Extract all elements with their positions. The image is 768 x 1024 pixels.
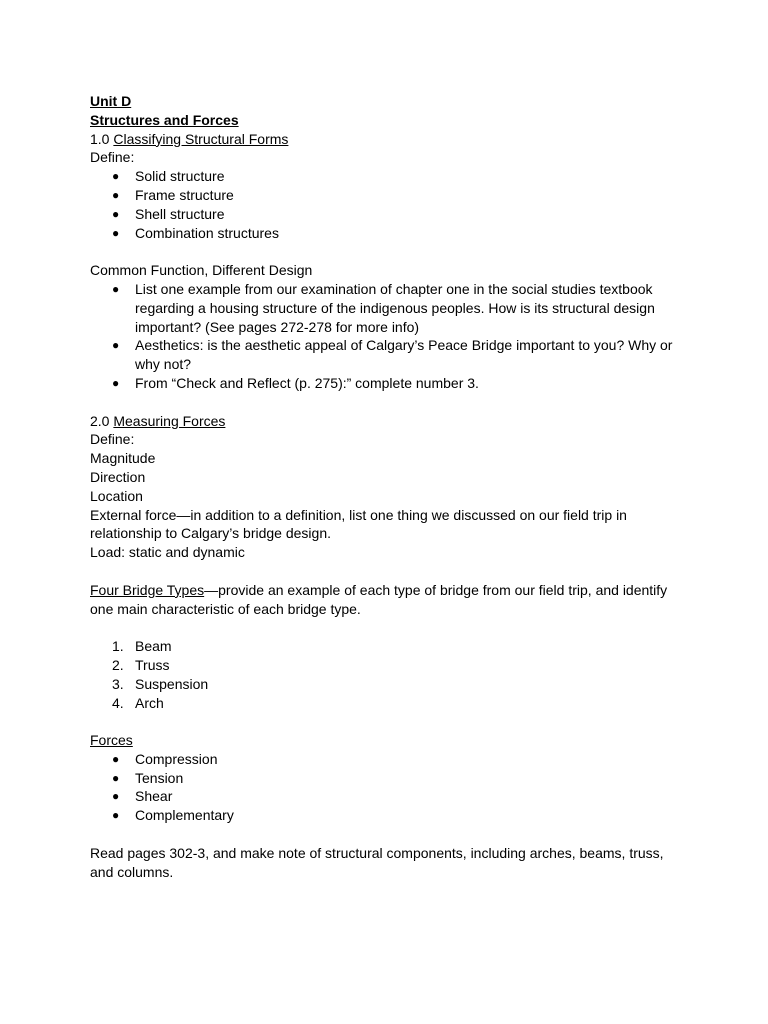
spacer bbox=[90, 712, 680, 731]
common-function-heading: Common Function, Different Design bbox=[90, 262, 313, 279]
bullet-icon: ● bbox=[112, 225, 120, 240]
bullet-icon: ● bbox=[112, 206, 120, 221]
section-1-title: Classifying Structural Forms bbox=[113, 130, 289, 147]
section-2-define-label: Define: bbox=[90, 431, 135, 448]
bridge-types-description: —provide an example of each type of bridge from our field trip, and identify one main characteristic of each bridge type. bbox=[90, 581, 668, 617]
list-number: 3. bbox=[112, 675, 124, 692]
list-number: 2. bbox=[112, 656, 124, 673]
bullet-icon: ● bbox=[112, 187, 120, 202]
list-item: ● Complementary bbox=[112, 807, 234, 824]
reading-note: Read pages 302-3, and make note of structural components, including arches, beams, truss, and columns. bbox=[90, 844, 664, 880]
bullet-icon: ● bbox=[112, 281, 120, 296]
document-page bbox=[90, 92, 680, 881]
list-item: ● List one example from our examination of chapter one in the social studies textbook regarding a housing structure of the indigenous peoples. How is its structural design important? (See pages 272-278 for more info) bbox=[112, 280, 655, 335]
section-1-heading bbox=[90, 130, 680, 149]
list-item: ● Tension bbox=[112, 769, 184, 786]
list-number: 1. bbox=[112, 638, 124, 655]
bridge-types-title: Four Bridge Types bbox=[90, 581, 205, 598]
section-1-define-label: Define: bbox=[90, 149, 135, 166]
bullet-icon: ● bbox=[112, 789, 120, 804]
external-force-text: External force—in addition to a definition, list one thing we discussed on our field trip in relationship to Calgary’s bridge design. bbox=[90, 506, 627, 542]
bullet-icon: ● bbox=[112, 338, 120, 353]
spacer bbox=[90, 242, 680, 261]
spacer bbox=[90, 825, 680, 844]
forces-heading: Forces bbox=[90, 732, 133, 749]
list-item: ● Solid structure bbox=[112, 168, 225, 185]
list-item: 2. Truss bbox=[112, 656, 170, 673]
list-item: ● Shell structure bbox=[112, 205, 225, 222]
document-title: Structures and Forces bbox=[90, 111, 239, 128]
bullet-icon: ● bbox=[112, 169, 120, 184]
bullet-icon: ● bbox=[112, 808, 120, 823]
section-1-number: 1.0 bbox=[90, 130, 114, 147]
list-item: ● Shear bbox=[112, 788, 173, 805]
section-2-number: 2.0 bbox=[90, 412, 114, 429]
section-2-heading bbox=[90, 412, 680, 431]
list-item: ● Frame structure bbox=[112, 186, 234, 203]
section-2-title: Measuring Forces bbox=[113, 412, 226, 429]
bullet-icon: ● bbox=[112, 770, 120, 785]
structure-types-list bbox=[90, 167, 680, 242]
bridge-types-list bbox=[90, 637, 680, 712]
list-number: 4. bbox=[112, 694, 124, 711]
list-item: ● Combination structures bbox=[112, 224, 279, 241]
bullet-icon: ● bbox=[112, 375, 120, 390]
list-item: 4. Arch bbox=[112, 694, 164, 711]
list-item: ● Compression bbox=[112, 750, 218, 767]
list-item: 1. Beam bbox=[112, 638, 172, 655]
bullet-icon: ● bbox=[112, 751, 120, 766]
spacer bbox=[90, 618, 680, 637]
list-item: 3. Suspension bbox=[112, 675, 209, 692]
term-direction: Direction bbox=[90, 468, 146, 485]
list-item: ● From “Check and Reflect (p. 275):” complete number 3. bbox=[112, 374, 479, 391]
spacer bbox=[90, 393, 680, 412]
list-item: ● Aesthetics: is the aesthetic appeal of Calgary’s Peace Bridge important to you? Why or why not? bbox=[112, 337, 673, 373]
common-function-list bbox=[90, 280, 680, 393]
term-location: Location bbox=[90, 487, 143, 504]
load-text: Load: static and dynamic bbox=[90, 544, 245, 561]
spacer bbox=[90, 562, 680, 581]
bridge-types-paragraph bbox=[90, 581, 680, 619]
term-magnitude: Magnitude bbox=[90, 450, 156, 467]
unit-heading: Unit D bbox=[90, 93, 132, 109]
forces-list bbox=[90, 750, 680, 825]
